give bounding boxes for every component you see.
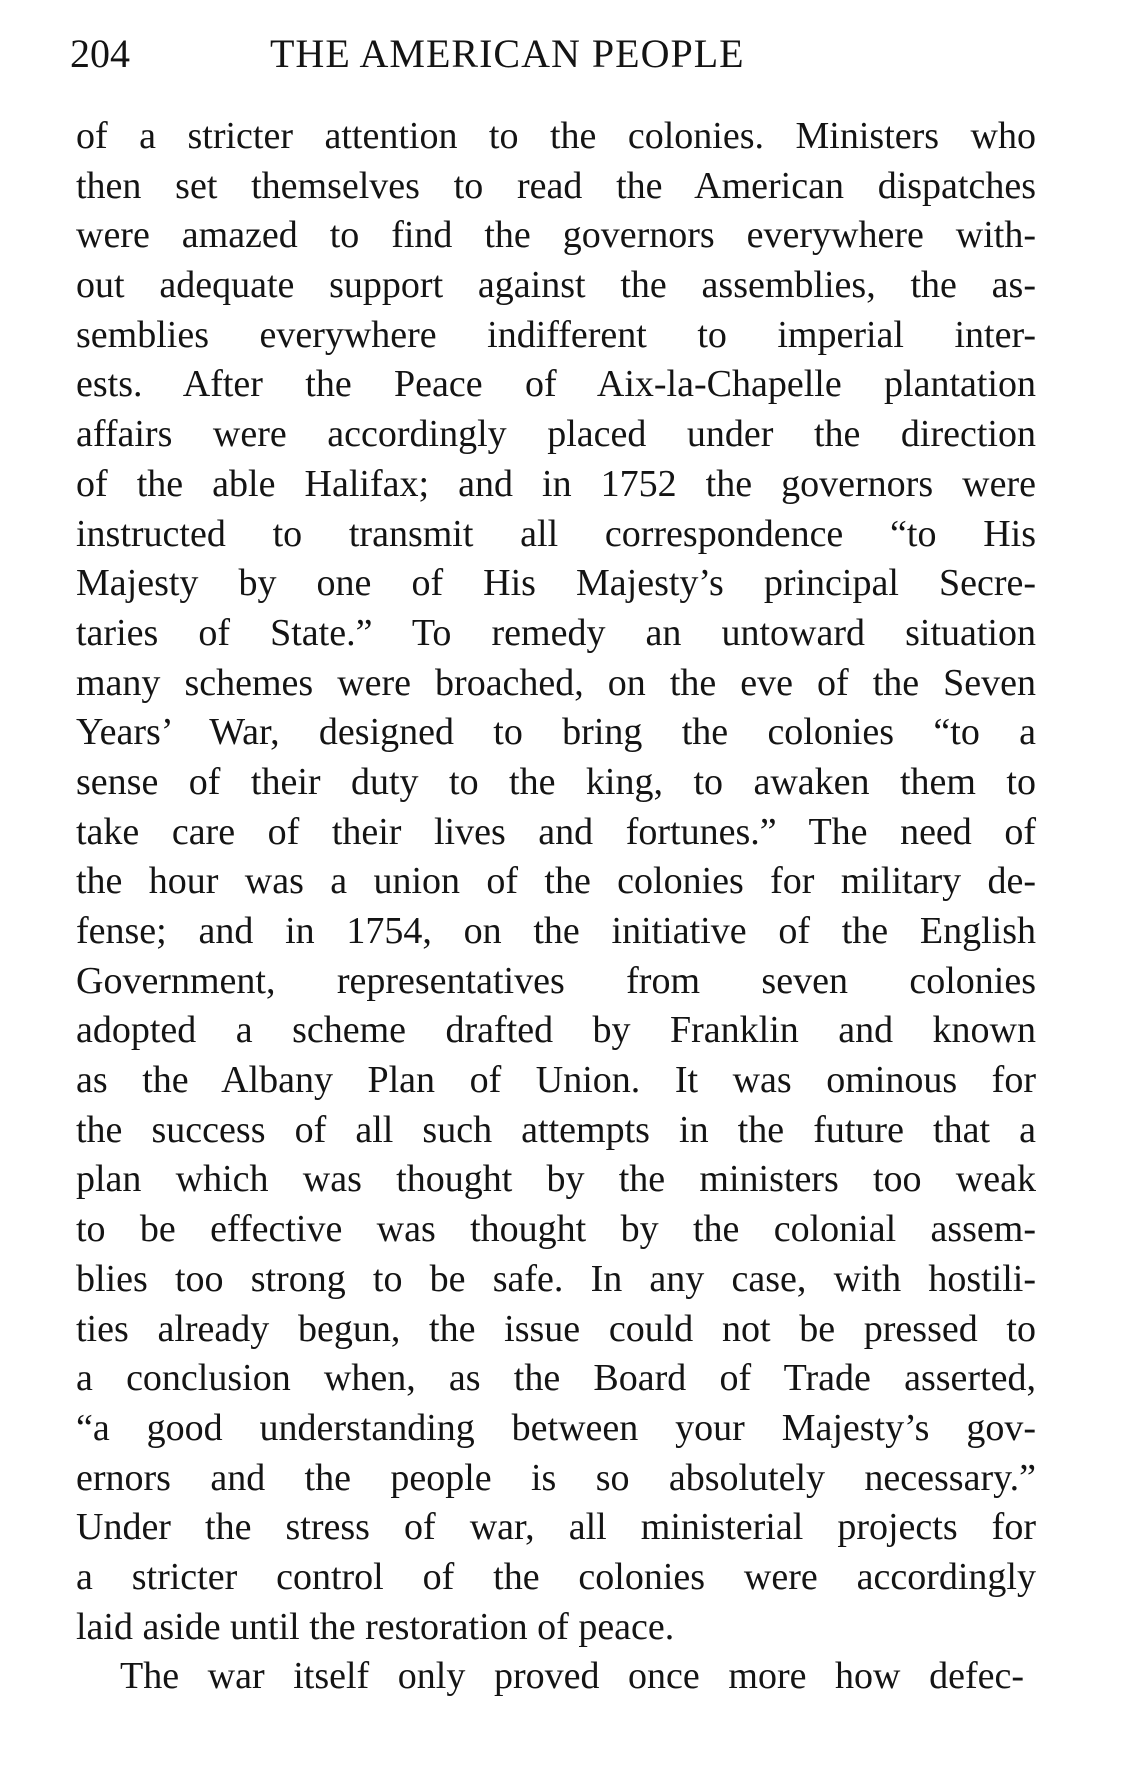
text-line: a conclusion when, as the Board of Trade asserted,	[76, 1357, 1036, 1400]
text-line: of a stricter attention to the colonies. Ministers who	[76, 115, 1036, 157]
text-line: then set themselves to read the American dispatches	[76, 164, 1036, 207]
text-line: adopted a scheme drafted by Franklin and known	[76, 1009, 1036, 1052]
text-line: Majesty by one of His Majesty’s principal Secre-	[76, 562, 1036, 605]
text-line: affairs were accordingly placed under the direction	[76, 413, 1036, 456]
text-line: ests. After the Peace of Aix-la-Chapelle plantation	[76, 363, 1036, 406]
text-line: ties already begun, the issue could not be pressed to	[76, 1307, 1036, 1350]
paragraph-start-line: The war itself only proved once more how defec-	[120, 1655, 1024, 1698]
text-line: semblies everywhere indifferent to imperial inter-	[76, 313, 1036, 356]
page-number: 204	[70, 31, 130, 76]
text-line: the success of all such attempts in the future that a	[76, 1108, 1036, 1151]
text-line: Government, representatives from seven colonies	[76, 959, 1036, 1002]
text-line: of the able Halifax; and in 1752 the governors were	[76, 462, 1036, 505]
text-line: ernors and the people is so absolutely necessary.”	[76, 1456, 1036, 1499]
text-line: take care of their lives and fortunes.” The need of	[76, 810, 1036, 853]
text-line: sense of their duty to the king, to awaken them to	[76, 760, 1036, 803]
text-line: plan which was thought by the ministers too weak	[76, 1158, 1036, 1201]
text-line: instructed to transmit all correspondence “to His	[76, 512, 1036, 555]
paragraph-end-line: laid aside until the restoration of peace.	[76, 1605, 675, 1648]
text-line: “a good understanding between your Majesty’s gov-	[76, 1406, 1036, 1449]
text-line: taries of State.” To remedy an untoward situation	[76, 611, 1036, 654]
running-head: THE AMERICAN PEOPLE	[270, 31, 745, 76]
text-line: fense; and in 1754, on the initiative of the English	[76, 910, 1036, 952]
page-header	[70, 24, 1050, 84]
text-line: blies too strong to be safe. In any case, with hostili-	[76, 1257, 1036, 1300]
text-line: as the Albany Plan of Union. It was ominous for	[76, 1059, 1036, 1102]
text-line: to be effective was thought by the colonial assem-	[76, 1208, 1036, 1251]
text-line: the hour was a union of the colonies for military de-	[76, 860, 1036, 903]
text-line: Years’ War, designed to bring the colonies “to a	[76, 711, 1036, 754]
text-line: many schemes were broached, on the eve of the Seven	[76, 661, 1036, 704]
text-line: were amazed to find the governors everywhere with-	[76, 214, 1036, 257]
body-text	[76, 112, 1036, 1702]
text-line: Under the stress of war, all ministerial projects for	[76, 1506, 1036, 1549]
text-line: a stricter control of the colonies were accordingly	[76, 1555, 1036, 1598]
text-line: out adequate support against the assemblies, the as-	[76, 264, 1036, 307]
